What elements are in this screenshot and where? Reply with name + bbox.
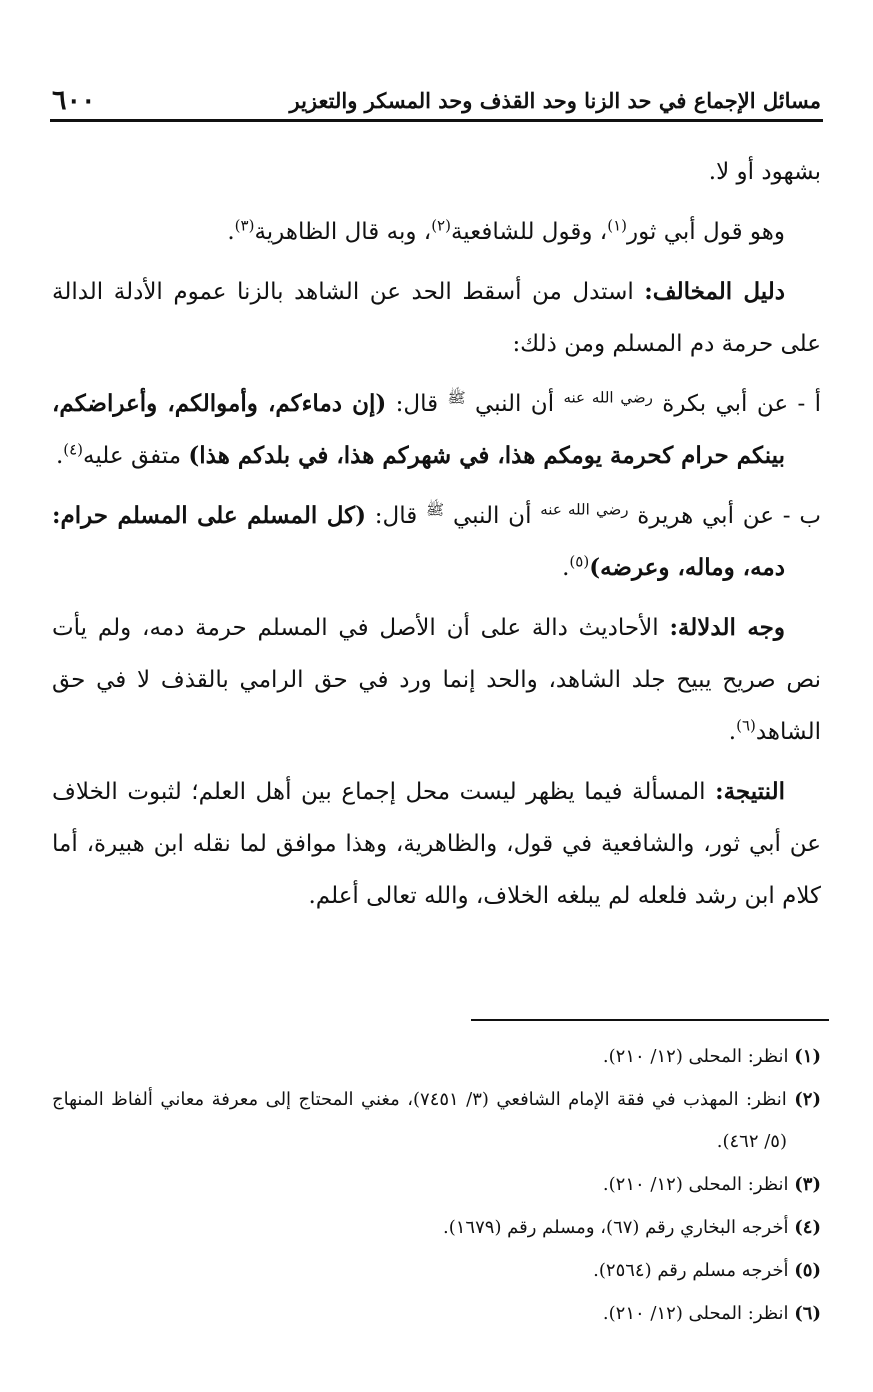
paragraph-hadith-a: أ - عن أبي بكرة $^{رضي الله عنه}$ أن النبي $^ﷺ$ قال: (إن دماءكم، وأموالكم، وأعراضكم، بينكم حرام كحرمة يومكم هذا، في شهركم هذا، في بلدكم هذا) متفق عليه$^{(٤)}$. [52,388,821,469]
hadith-text: (إن دماءكم، وأموالكم، وأعراضكم، بينكم حرام كحرمة يومكم هذا، في شهركم هذا، في بلدكم هذا) [52,390,785,469]
footnotes [52,1036,821,1336]
footnote: (٤) أخرجه البخاري رقم (٦٧)، ومسلم رقم (١٦٧٩). [443,1217,821,1238]
footnote: (٢) انظر: المهذب في فقة الإمام الشافعي (٣/ ٧٤٥١)، مغني المحتاج إلى معرفة معاني ألفاظ المنهاج (٥/ ٤٦٢). [52,1089,821,1152]
footnote: (٣) انظر: المحلى (١٢/ ٢١٠). [602,1174,821,1195]
footnote: (١) انظر: المحلى (١٢/ ٢١٠). [602,1046,821,1067]
footnote: (٦) انظر: المحلى (١٢/ ٢١٠). [602,1303,821,1324]
footnote-ref-2[interactable]: (٢) [431,216,451,235]
footnote-ref-1[interactable]: (١) [607,216,627,235]
footnote-number: (٥) [794,1260,821,1281]
footnote-ref-6[interactable]: (٦) [736,716,756,735]
page-number: ٦٠٠ [52,85,96,116]
honorific-glyph: ﷺ [447,388,466,407]
main-text [52,146,821,930]
footnote: (٥) أخرجه مسلم رقم (٢٥٦٤). [593,1260,821,1281]
footnote-number: (٤) [794,1217,821,1238]
running-header [52,76,821,116]
paragraph-continuation: بشهود أو لا. [708,159,821,185]
footnote-number: (٦) [794,1303,821,1324]
honorific-glyph: رضي الله عنه [540,500,629,519]
running-title: مسائل الإجماع في حد الزنا وحد القذف وحد المسكر والتعزير [289,88,821,113]
footnote-separator [471,1019,829,1021]
paragraph-opinions: وهو قول أبي ثور$^{(١)}$، وقول للشافعية$^{(٢)}$، وبه قال الظاهرية$^{(٣)}$. [227,216,785,245]
section-label-conclusion: النتيجة: [715,778,785,805]
paragraph-opponent-evidence: دليل المخالف: استدل من أسقط الحد عن الشاهد بالزنا عموم الأدلة الدالة على حرمة دم المسلم ومن ذلك: [52,278,821,357]
footnote-number: (٣) [794,1174,821,1195]
hadith-text: (كل المسلم على المسلم حرام: دمه، وماله، وعرضه) [52,502,785,581]
footnote-number: (١) [794,1046,821,1067]
honorific-glyph: ﷺ [426,500,445,519]
section-label-opponent: دليل المخالف: [644,278,785,305]
header-rule [50,119,823,122]
paragraph-inference: وجه الدلالة: الأحاديث دالة على أن الأصل في المسلم حرمة دمه، ولم يأت نص صريح يبيح جلد الشاهد، والحد إنما ورد في حق الرامي بالقذف لا في حق الشاهد$^{(٦)}$. [52,614,821,745]
paragraph-hadith-b: ب - عن أبي هريرة $^{رضي الله عنه}$ أن النبي $^ﷺ$ قال: (كل المسلم على المسلم حرام: دمه، وماله، وعرضه)$^{(٥)}$. [52,500,821,581]
footnote-ref-5[interactable]: (٥) [569,552,590,571]
footnote-number: (٢) [794,1089,821,1110]
section-label-inference: وجه الدلالة: [669,614,785,641]
footnote-ref-4[interactable]: (٤) [63,440,84,459]
footnote-ref-3[interactable]: (٣) [234,216,255,235]
honorific-glyph: رضي الله عنه [563,388,653,407]
paragraph-conclusion: النتيجة: المسألة فيما يظهر ليست محل إجماع بين أهل العلم؛ لثبوت الخلاف عن أبي ثور، والشافعية في قول، والظاهرية، وهذا موافق لما نقله ابن هبيرة، أما كلام ابن رشد فلعله لم يبلغه الخلاف، والله تعالى أعلم. [52,778,821,909]
